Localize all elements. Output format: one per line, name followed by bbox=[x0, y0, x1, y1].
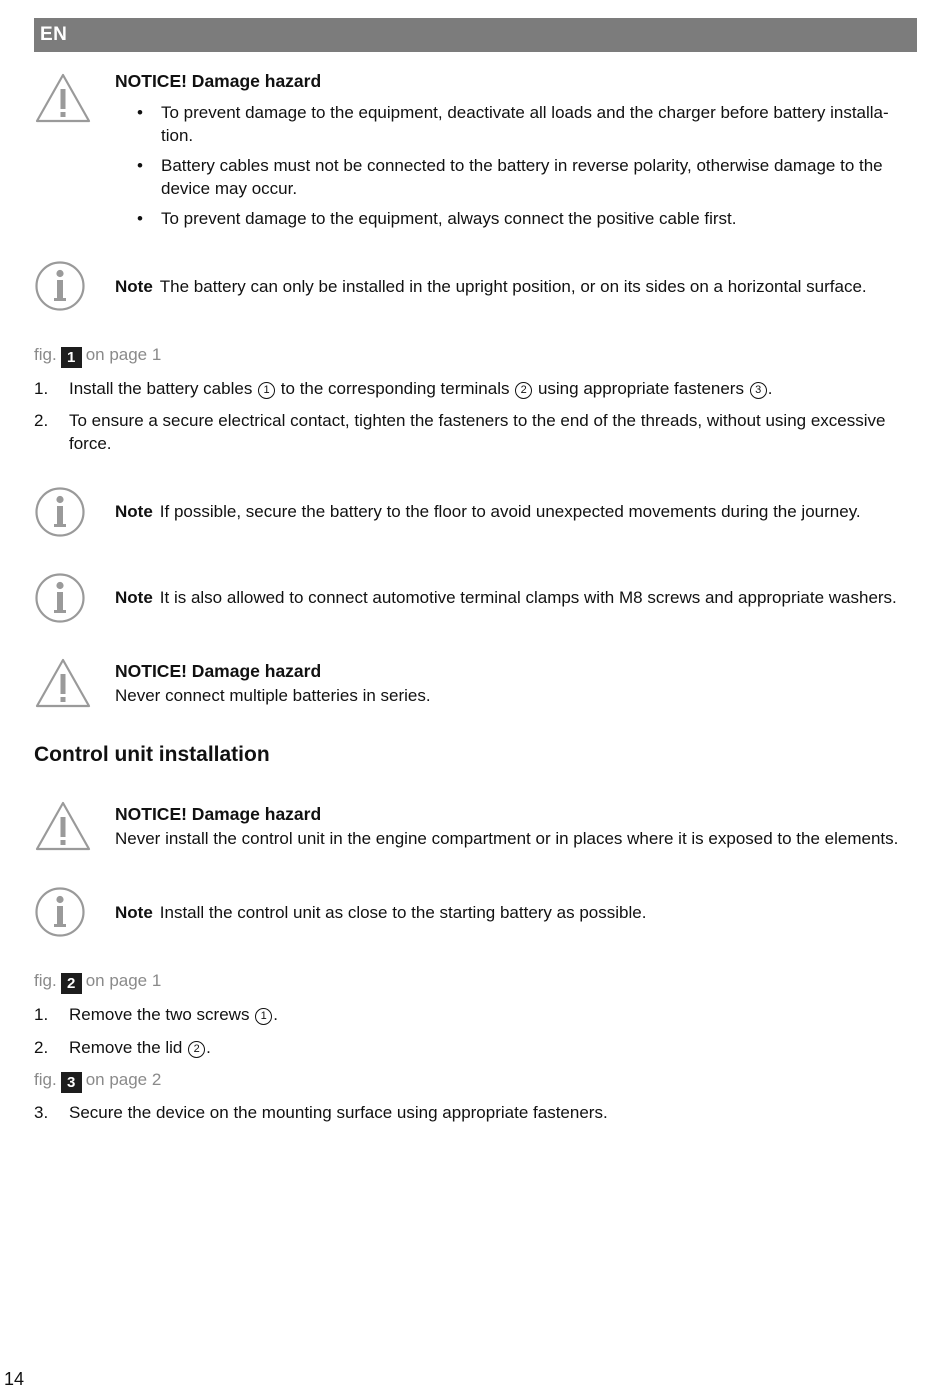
figure-number-badge: 1 bbox=[61, 347, 82, 368]
callout-number: 1 bbox=[255, 1008, 272, 1025]
section-heading: Control unit installation bbox=[34, 743, 270, 766]
language-header-bar bbox=[34, 18, 917, 52]
notice-bullet-list bbox=[137, 101, 901, 230]
callout-number: 2 bbox=[188, 1041, 205, 1058]
info-circle-icon bbox=[34, 486, 92, 538]
figure-reference[interactable]: fig. 1 on page 1 bbox=[34, 345, 162, 366]
list-item: • To prevent damage to the equipment, deactivate all loads and the charger before battery installa- tion. bbox=[137, 103, 889, 145]
figure-number-badge: 3 bbox=[61, 1072, 82, 1093]
callout-number: 2 bbox=[515, 382, 532, 399]
note-label: Note bbox=[115, 502, 153, 521]
language-code: EN bbox=[40, 24, 68, 45]
step-item: 2. To ensure a secure electrical contact, tighten the fasteners to the end of the threads, without using excessive force. bbox=[34, 411, 886, 453]
note-text: Note Install the control unit as close to the starting battery as possible. bbox=[115, 903, 647, 922]
info-circle-icon bbox=[34, 886, 92, 938]
note-text: Note It is also allowed to connect automotive terminal clamps with M8 screws and appropriate washers. bbox=[115, 588, 897, 607]
note-text: Note If possible, secure the battery to the floor to avoid unexpected movements during the journey. bbox=[115, 502, 861, 521]
page-number: 14 bbox=[4, 1369, 25, 1389]
warning-triangle-icon bbox=[34, 800, 92, 852]
note-label: Note bbox=[115, 277, 153, 296]
note-label: Note bbox=[115, 588, 153, 607]
note-label: Note bbox=[115, 903, 153, 922]
list-item: • Battery cables must not be connected to the battery in reverse polarity, otherwise damage to the device may occur. bbox=[137, 156, 883, 198]
notice-title: NOTICE! Damage hazard bbox=[115, 71, 322, 91]
note-text: Note The battery can only be installed in the upright position, or on its sides on a horizontal surface. bbox=[115, 277, 867, 296]
notice-text: Never install the control unit in the engine compartment or in places where it is exposed to the elements. bbox=[115, 829, 899, 848]
info-circle-icon bbox=[34, 260, 92, 312]
callout-number: 3 bbox=[750, 382, 767, 399]
figure-reference[interactable]: fig. 2 on page 1 bbox=[34, 971, 162, 992]
step-item: 1. Install the battery cables 1 to the corresponding terminals 2 using appropriate fasteners 3 . bbox=[34, 379, 773, 398]
notice-title: NOTICE! Damage hazard bbox=[115, 661, 322, 681]
warning-triangle-icon bbox=[34, 657, 92, 709]
step-item: 2. Remove the lid 2 . bbox=[34, 1038, 211, 1057]
figure-number-badge: 2 bbox=[61, 973, 82, 994]
warning-triangle-icon bbox=[34, 72, 92, 124]
step-item: 1. Remove the two screws 1 . bbox=[34, 1005, 278, 1024]
step-item: 3. Secure the device on the mounting surface using appropriate fasteners. bbox=[34, 1103, 608, 1122]
figure-reference[interactable]: fig. 3 on page 2 bbox=[34, 1070, 162, 1091]
list-item: • To prevent damage to the equipment, always connect the positive cable first. bbox=[137, 209, 737, 228]
info-circle-icon bbox=[34, 572, 92, 624]
notice-text: Never connect multiple batteries in series. bbox=[115, 686, 431, 705]
callout-number: 1 bbox=[258, 382, 275, 399]
notice-title: NOTICE! Damage hazard bbox=[115, 804, 322, 824]
